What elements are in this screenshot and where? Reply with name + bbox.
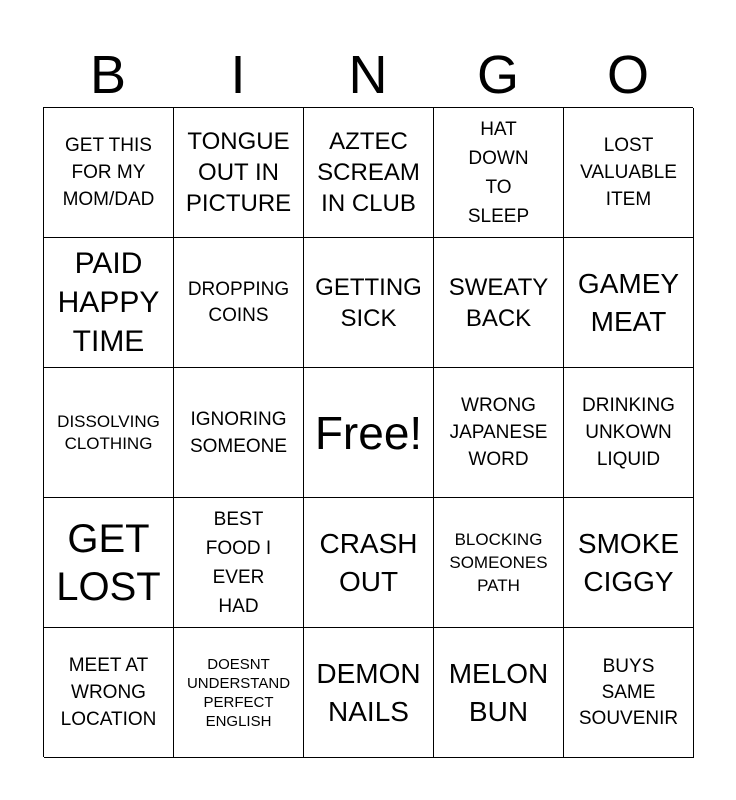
cell-text: SWEATY BACK xyxy=(448,273,549,332)
bingo-cell-r4-c4[interactable] xyxy=(434,498,564,628)
cell-text: DEMON NAILS xyxy=(316,657,421,727)
bingo-cell-r3-c4[interactable] xyxy=(434,368,564,498)
bingo-cell-r3-c1[interactable] xyxy=(44,368,174,498)
bingo-cell-r5-c5[interactable] xyxy=(564,628,694,758)
bingo-cell-r4-c2[interactable] xyxy=(174,498,304,628)
bingo-cell-r1-c3[interactable] xyxy=(304,108,434,238)
bingo-cell-r5-c4[interactable] xyxy=(434,628,564,758)
cell-text: DRINKING UNKOWN LIQUID xyxy=(582,395,675,470)
cell-text: MELON BUN xyxy=(448,657,549,727)
bingo-cell-r1-c5[interactable] xyxy=(564,108,694,238)
cell-text: DOESNT UNDERSTAND PERFECT ENGLISH xyxy=(186,655,291,730)
cell-text: WRONG JAPANESE WORD xyxy=(449,395,548,470)
bingo-cell-r1-c2[interactable] xyxy=(174,108,304,238)
free-space: Free! xyxy=(314,406,423,459)
bingo-cell-r5-c1[interactable] xyxy=(44,628,174,758)
cell-text: AZTEC SCREAM IN CLUB xyxy=(317,128,420,217)
header-letter-i: I xyxy=(230,45,246,105)
cell-text: DROPPING COINS xyxy=(187,278,290,326)
header-letter-g: G xyxy=(476,45,519,105)
bingo-cell-r2-c1[interactable] xyxy=(44,238,174,368)
cell-text: GETTING SICK xyxy=(315,273,422,332)
bingo-cell-r2-c5[interactable] xyxy=(564,238,694,368)
header-letter-n: N xyxy=(348,45,388,105)
cell-text: CRASH OUT xyxy=(319,527,418,597)
bingo-cell-r5-c2[interactable] xyxy=(174,628,304,758)
bingo-cell-r5-c3[interactable] xyxy=(304,628,434,758)
bingo-cell-r2-c3[interactable] xyxy=(304,238,434,368)
bingo-cell-r3-c5[interactable] xyxy=(564,368,694,498)
cell-text: GET LOST xyxy=(56,516,161,609)
cell-text: HAT DOWN TO SLEEP xyxy=(467,118,530,227)
cell-text: GAMEY MEAT xyxy=(577,267,680,337)
cell-text: PAID HAPPY TIME xyxy=(57,247,160,358)
cell-text: GET THIS FOR MY MOM/DAD xyxy=(62,135,155,210)
header-letter-b: B xyxy=(89,45,127,105)
header-letter-o: O xyxy=(606,45,649,105)
bingo-cell-r3-c3[interactable] xyxy=(304,368,434,498)
cell-text: LOST VALUABLE ITEM xyxy=(580,135,677,210)
cell-text: SMOKE CIGGY xyxy=(577,527,680,597)
cell-text: MEET AT WRONG LOCATION xyxy=(60,655,157,730)
bingo-cell-r3-c2[interactable] xyxy=(174,368,304,498)
bingo-grid xyxy=(43,107,693,757)
cell-text: BLOCKING SOMEONES PATH xyxy=(449,530,548,595)
bingo-cell-r1-c4[interactable] xyxy=(434,108,564,238)
cell-text: TONGUE OUT IN PICTURE xyxy=(185,128,292,217)
bingo-header xyxy=(43,44,693,106)
bingo-cell-r4-c3[interactable] xyxy=(304,498,434,628)
cell-text: BUYS SAME SOUVENIR xyxy=(578,655,679,729)
cell-text: IGNORING SOMEONE xyxy=(189,408,288,457)
bingo-cell-r4-c1[interactable] xyxy=(44,498,174,628)
bingo-cell-r2-c2[interactable] xyxy=(174,238,304,368)
bingo-cell-r4-c5[interactable] xyxy=(564,498,694,628)
cell-text: BEST FOOD I EVER HAD xyxy=(205,508,272,617)
bingo-cell-r1-c1[interactable] xyxy=(44,108,174,238)
bingo-cell-r2-c4[interactable] xyxy=(434,238,564,368)
cell-text: DISSOLVING CLOTHING xyxy=(57,411,160,453)
